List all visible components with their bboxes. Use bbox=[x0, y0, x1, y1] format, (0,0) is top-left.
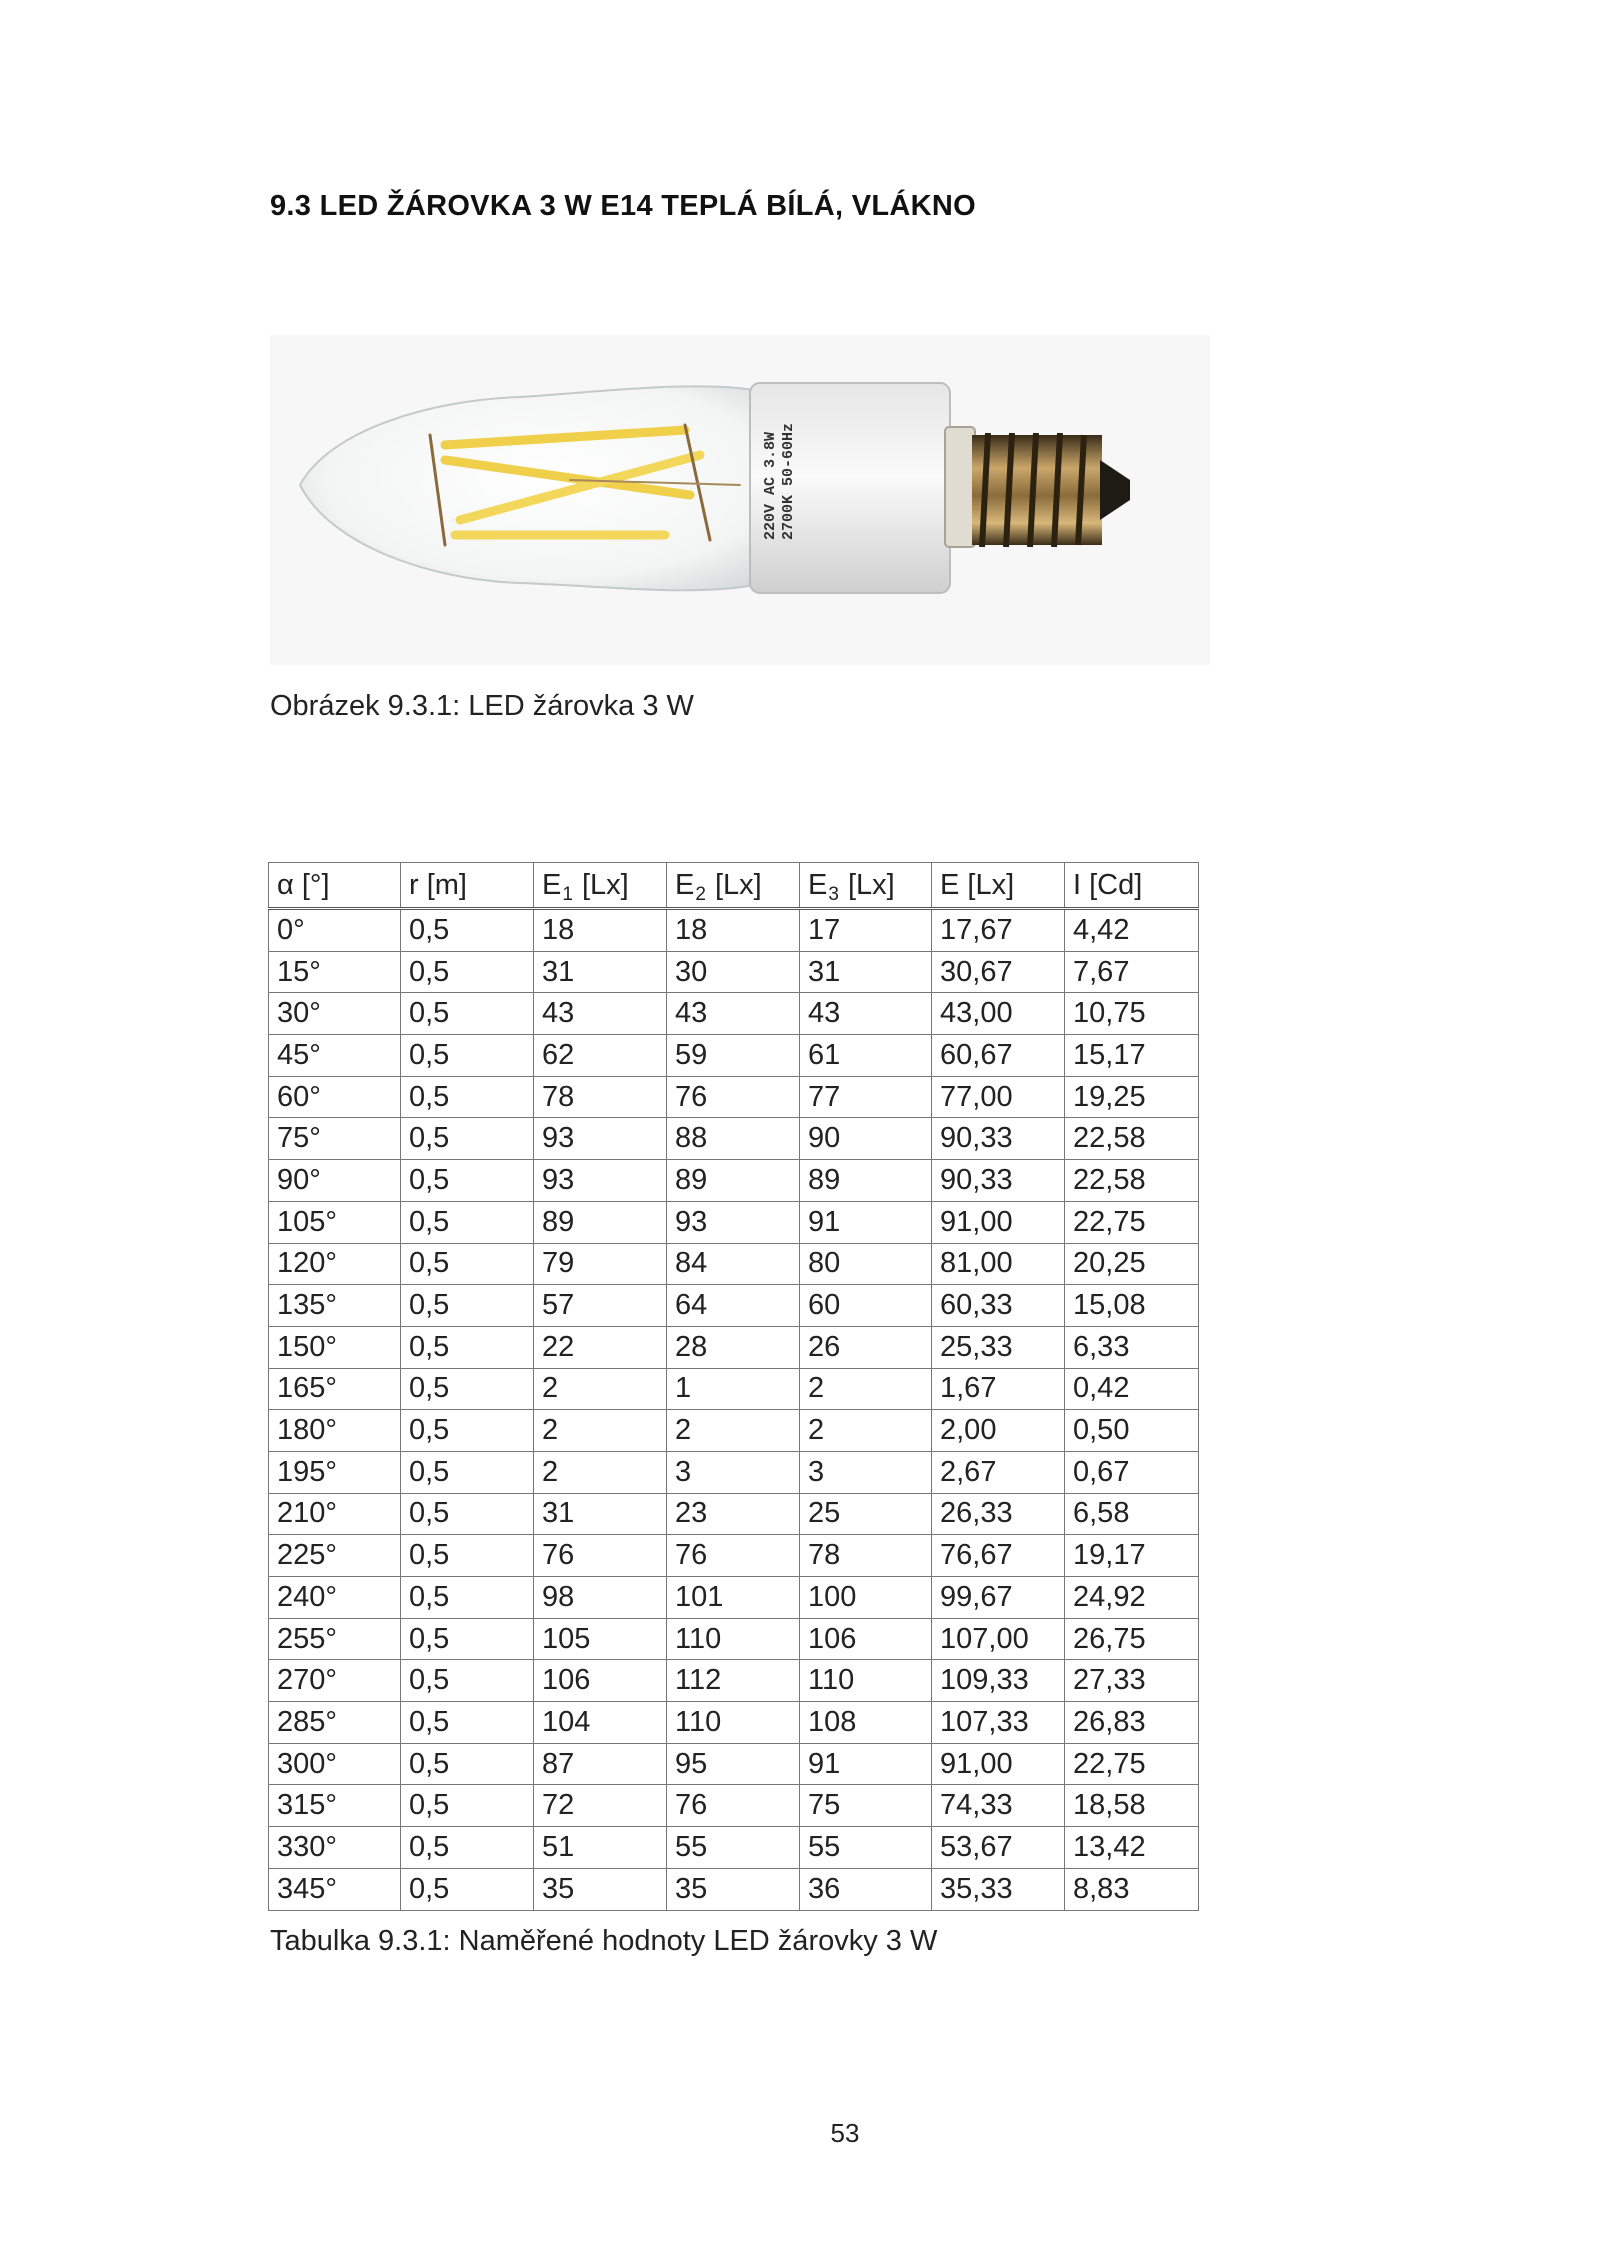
cell-e: 107,00 bbox=[932, 1618, 1065, 1660]
cell-i: 15,08 bbox=[1065, 1285, 1199, 1327]
cell-e3: 89 bbox=[800, 1160, 932, 1202]
cell-i: 26,75 bbox=[1065, 1618, 1199, 1660]
table-caption: Tabulka 9.3.1: Naměřené hodnoty LED žárovky 3 W bbox=[270, 1925, 938, 1957]
header-r: r [m] bbox=[401, 863, 534, 909]
cell-i: 13,42 bbox=[1065, 1827, 1199, 1869]
cell-r: 0,5 bbox=[401, 1368, 534, 1410]
cell-alpha: 75° bbox=[269, 1118, 401, 1160]
cell-e2: 18 bbox=[667, 909, 800, 952]
cell-e1: 93 bbox=[534, 1160, 667, 1202]
cell-r: 0,5 bbox=[401, 1827, 534, 1869]
table-row bbox=[269, 1201, 1199, 1243]
cell-e: 60,33 bbox=[932, 1285, 1065, 1327]
cell-e2: 76 bbox=[667, 1785, 800, 1827]
cell-i: 19,17 bbox=[1065, 1535, 1199, 1577]
cell-alpha: 165° bbox=[269, 1368, 401, 1410]
cell-e1: 87 bbox=[534, 1743, 667, 1785]
cell-e: 81,00 bbox=[932, 1243, 1065, 1285]
cell-e: 74,33 bbox=[932, 1785, 1065, 1827]
cell-e2: 89 bbox=[667, 1160, 800, 1202]
table-row bbox=[269, 1410, 1199, 1452]
table-row bbox=[269, 1660, 1199, 1702]
cell-alpha: 90° bbox=[269, 1160, 401, 1202]
cell-e: 77,00 bbox=[932, 1076, 1065, 1118]
cell-i: 6,33 bbox=[1065, 1326, 1199, 1368]
table-row bbox=[269, 993, 1199, 1035]
cell-alpha: 195° bbox=[269, 1451, 401, 1493]
cell-e: 2,00 bbox=[932, 1410, 1065, 1452]
table-row bbox=[269, 1577, 1199, 1619]
cell-e3: 25 bbox=[800, 1493, 932, 1535]
table-row bbox=[269, 1368, 1199, 1410]
cell-e3: 80 bbox=[800, 1243, 932, 1285]
cell-e1: 57 bbox=[534, 1285, 667, 1327]
cell-e: 53,67 bbox=[932, 1827, 1065, 1869]
cell-r: 0,5 bbox=[401, 1035, 534, 1077]
cell-e2: 88 bbox=[667, 1118, 800, 1160]
cell-e1: 51 bbox=[534, 1827, 667, 1869]
cell-r: 0,5 bbox=[401, 1410, 534, 1452]
cell-e3: 108 bbox=[800, 1702, 932, 1744]
table-row bbox=[269, 1827, 1199, 1869]
cell-e3: 91 bbox=[800, 1743, 932, 1785]
cell-i: 10,75 bbox=[1065, 993, 1199, 1035]
cell-e2: 101 bbox=[667, 1577, 800, 1619]
cell-alpha: 0° bbox=[269, 909, 401, 952]
cell-r: 0,5 bbox=[401, 1785, 534, 1827]
cell-r: 0,5 bbox=[401, 993, 534, 1035]
cell-e2: 55 bbox=[667, 1827, 800, 1869]
cell-e: 91,00 bbox=[932, 1743, 1065, 1785]
cell-e1: 98 bbox=[534, 1577, 667, 1619]
bulb-label-2: 2700K 50-60Hz bbox=[780, 422, 797, 540]
header-e1-letter: E bbox=[542, 868, 562, 901]
cell-i: 0,67 bbox=[1065, 1451, 1199, 1493]
cell-r: 0,5 bbox=[401, 1285, 534, 1327]
cell-e2: 3 bbox=[667, 1451, 800, 1493]
page-number: 53 bbox=[830, 2118, 860, 2148]
cell-i: 22,75 bbox=[1065, 1743, 1199, 1785]
table-row bbox=[269, 1868, 1199, 1910]
header-e3-sub: 3 bbox=[828, 883, 839, 905]
cell-i: 22,58 bbox=[1065, 1160, 1199, 1202]
table-row bbox=[269, 1618, 1199, 1660]
table-row bbox=[269, 1118, 1199, 1160]
cell-e: 35,33 bbox=[932, 1868, 1065, 1910]
table-row bbox=[269, 1702, 1199, 1744]
cell-e2: 35 bbox=[667, 1868, 800, 1910]
cell-e2: 2 bbox=[667, 1410, 800, 1452]
measurement-table bbox=[268, 862, 1199, 1911]
cell-alpha: 285° bbox=[269, 1702, 401, 1744]
cell-r: 0,5 bbox=[401, 1160, 534, 1202]
cell-e: 90,33 bbox=[932, 1160, 1065, 1202]
cell-r: 0,5 bbox=[401, 909, 534, 952]
cell-e: 1,67 bbox=[932, 1368, 1065, 1410]
cell-e: 109,33 bbox=[932, 1660, 1065, 1702]
cell-e3: 75 bbox=[800, 1785, 932, 1827]
cell-alpha: 135° bbox=[269, 1285, 401, 1327]
cell-e3: 43 bbox=[800, 993, 932, 1035]
cell-e1: 76 bbox=[534, 1535, 667, 1577]
cell-alpha: 210° bbox=[269, 1493, 401, 1535]
cell-e3: 55 bbox=[800, 1827, 932, 1869]
cell-e3: 36 bbox=[800, 1868, 932, 1910]
cell-e1: 2 bbox=[534, 1451, 667, 1493]
header-e1-unit: [Lx] bbox=[581, 868, 629, 901]
cell-e1: 35 bbox=[534, 1868, 667, 1910]
cell-e1: 93 bbox=[534, 1118, 667, 1160]
cell-e2: 110 bbox=[667, 1618, 800, 1660]
cell-alpha: 225° bbox=[269, 1535, 401, 1577]
cell-e3: 61 bbox=[800, 1035, 932, 1077]
cell-r: 0,5 bbox=[401, 1868, 534, 1910]
table-row bbox=[269, 1743, 1199, 1785]
cell-e2: 1 bbox=[667, 1368, 800, 1410]
cell-e1: 62 bbox=[534, 1035, 667, 1077]
cell-r: 0,5 bbox=[401, 1702, 534, 1744]
header-e: E [Lx] bbox=[932, 863, 1065, 909]
header-e2 bbox=[667, 863, 800, 909]
cell-e3: 90 bbox=[800, 1118, 932, 1160]
header-alpha: α [°] bbox=[269, 863, 401, 909]
cell-r: 0,5 bbox=[401, 1535, 534, 1577]
cell-e3: 60 bbox=[800, 1285, 932, 1327]
cell-e1: 105 bbox=[534, 1618, 667, 1660]
cell-alpha: 150° bbox=[269, 1326, 401, 1368]
cell-e3: 17 bbox=[800, 909, 932, 952]
figure-caption: Obrázek 9.3.1: LED žárovka 3 W bbox=[270, 690, 694, 722]
cell-alpha: 255° bbox=[269, 1618, 401, 1660]
cell-i: 6,58 bbox=[1065, 1493, 1199, 1535]
cell-i: 19,25 bbox=[1065, 1076, 1199, 1118]
table-row bbox=[269, 1785, 1199, 1827]
cell-e3: 2 bbox=[800, 1368, 932, 1410]
cell-i: 0,42 bbox=[1065, 1368, 1199, 1410]
cell-e: 2,67 bbox=[932, 1451, 1065, 1493]
cell-i: 27,33 bbox=[1065, 1660, 1199, 1702]
table-row bbox=[269, 1243, 1199, 1285]
header-e2-letter: E bbox=[675, 868, 695, 901]
cell-i: 22,58 bbox=[1065, 1118, 1199, 1160]
cell-alpha: 120° bbox=[269, 1243, 401, 1285]
cell-e2: 59 bbox=[667, 1035, 800, 1077]
cell-e: 76,67 bbox=[932, 1535, 1065, 1577]
cell-alpha: 30° bbox=[269, 993, 401, 1035]
cell-e: 107,33 bbox=[932, 1702, 1065, 1744]
cell-alpha: 315° bbox=[269, 1785, 401, 1827]
cell-e: 25,33 bbox=[932, 1326, 1065, 1368]
cell-r: 0,5 bbox=[401, 1660, 534, 1702]
cell-e2: 95 bbox=[667, 1743, 800, 1785]
cell-r: 0,5 bbox=[401, 1451, 534, 1493]
bulb-collar bbox=[945, 427, 975, 547]
cell-e1: 2 bbox=[534, 1410, 667, 1452]
cell-e2: 76 bbox=[667, 1076, 800, 1118]
section-heading: 9.3 LED ŽÁROVKA 3 W E14 TEPLÁ BÍLÁ, VLÁKNO bbox=[270, 190, 976, 222]
cell-i: 0,50 bbox=[1065, 1410, 1199, 1452]
cell-alpha: 60° bbox=[269, 1076, 401, 1118]
table-header-row bbox=[269, 863, 1199, 909]
cell-e2: 112 bbox=[667, 1660, 800, 1702]
cell-e1: 72 bbox=[534, 1785, 667, 1827]
header-e2-unit: [Lx] bbox=[714, 868, 762, 901]
cell-i: 20,25 bbox=[1065, 1243, 1199, 1285]
header-e3-letter: E bbox=[808, 868, 828, 901]
cell-r: 0,5 bbox=[401, 951, 534, 993]
cell-e1: 22 bbox=[534, 1326, 667, 1368]
header-e1 bbox=[534, 863, 667, 909]
cell-r: 0,5 bbox=[401, 1243, 534, 1285]
table-body bbox=[269, 909, 1199, 1911]
cell-e1: 2 bbox=[534, 1368, 667, 1410]
cell-e: 99,67 bbox=[932, 1577, 1065, 1619]
header-i: I [Cd] bbox=[1065, 863, 1199, 909]
cell-e: 30,67 bbox=[932, 951, 1065, 993]
cell-e2: 30 bbox=[667, 951, 800, 993]
cell-e1: 106 bbox=[534, 1660, 667, 1702]
cell-e1: 89 bbox=[534, 1201, 667, 1243]
cell-e1: 31 bbox=[534, 1493, 667, 1535]
cell-i: 22,75 bbox=[1065, 1201, 1199, 1243]
cell-i: 26,83 bbox=[1065, 1702, 1199, 1744]
cell-e1: 104 bbox=[534, 1702, 667, 1744]
cell-i: 8,83 bbox=[1065, 1868, 1199, 1910]
cell-i: 15,17 bbox=[1065, 1035, 1199, 1077]
table-row bbox=[269, 1160, 1199, 1202]
table-row bbox=[269, 1535, 1199, 1577]
cell-alpha: 180° bbox=[269, 1410, 401, 1452]
cell-e3: 77 bbox=[800, 1076, 932, 1118]
cell-r: 0,5 bbox=[401, 1577, 534, 1619]
cell-e: 43,00 bbox=[932, 993, 1065, 1035]
table-row bbox=[269, 1076, 1199, 1118]
table-row bbox=[269, 1326, 1199, 1368]
cell-i: 7,67 bbox=[1065, 951, 1199, 993]
cell-e2: 28 bbox=[667, 1326, 800, 1368]
cell-e2: 23 bbox=[667, 1493, 800, 1535]
table-row bbox=[269, 1493, 1199, 1535]
cell-r: 0,5 bbox=[401, 1326, 534, 1368]
cell-e2: 43 bbox=[667, 993, 800, 1035]
bulb-label-1: 220V AC 3.8W bbox=[762, 431, 779, 540]
cell-e3: 78 bbox=[800, 1535, 932, 1577]
cell-alpha: 15° bbox=[269, 951, 401, 993]
cell-e3: 110 bbox=[800, 1660, 932, 1702]
cell-e3: 26 bbox=[800, 1326, 932, 1368]
cell-e1: 18 bbox=[534, 909, 667, 952]
cell-e: 17,67 bbox=[932, 909, 1065, 952]
table-row bbox=[269, 1035, 1199, 1077]
cell-e1: 79 bbox=[534, 1243, 667, 1285]
cell-e2: 84 bbox=[667, 1243, 800, 1285]
cell-r: 0,5 bbox=[401, 1118, 534, 1160]
cell-e: 91,00 bbox=[932, 1201, 1065, 1243]
cell-alpha: 45° bbox=[269, 1035, 401, 1077]
cell-e2: 76 bbox=[667, 1535, 800, 1577]
led-bulb-photo bbox=[270, 335, 1210, 665]
cell-e: 26,33 bbox=[932, 1493, 1065, 1535]
table-row bbox=[269, 909, 1199, 952]
cell-e: 90,33 bbox=[932, 1118, 1065, 1160]
cell-i: 24,92 bbox=[1065, 1577, 1199, 1619]
cell-r: 0,5 bbox=[401, 1618, 534, 1660]
cell-e3: 91 bbox=[800, 1201, 932, 1243]
cell-e1: 43 bbox=[534, 993, 667, 1035]
cell-alpha: 240° bbox=[269, 1577, 401, 1619]
header-e3 bbox=[800, 863, 932, 909]
header-e2-sub: 2 bbox=[695, 883, 706, 905]
cell-e3: 100 bbox=[800, 1577, 932, 1619]
cell-e3: 106 bbox=[800, 1618, 932, 1660]
cell-e1: 31 bbox=[534, 951, 667, 993]
header-e1-sub: 1 bbox=[562, 883, 573, 905]
cell-r: 0,5 bbox=[401, 1743, 534, 1785]
table-row bbox=[269, 1451, 1199, 1493]
cell-e2: 93 bbox=[667, 1201, 800, 1243]
cell-e1: 78 bbox=[534, 1076, 667, 1118]
cell-alpha: 330° bbox=[269, 1827, 401, 1869]
table-row bbox=[269, 1285, 1199, 1327]
cell-e3: 3 bbox=[800, 1451, 932, 1493]
cell-e2: 110 bbox=[667, 1702, 800, 1744]
header-e3-unit: [Lx] bbox=[847, 868, 895, 901]
cell-i: 4,42 bbox=[1065, 909, 1199, 952]
cell-e2: 64 bbox=[667, 1285, 800, 1327]
cell-e3: 2 bbox=[800, 1410, 932, 1452]
cell-e3: 31 bbox=[800, 951, 932, 993]
cell-r: 0,5 bbox=[401, 1493, 534, 1535]
cell-e: 60,67 bbox=[932, 1035, 1065, 1077]
table-row bbox=[269, 951, 1199, 993]
cell-i: 18,58 bbox=[1065, 1785, 1199, 1827]
cell-alpha: 105° bbox=[269, 1201, 401, 1243]
cell-r: 0,5 bbox=[401, 1201, 534, 1243]
cell-alpha: 270° bbox=[269, 1660, 401, 1702]
cell-alpha: 300° bbox=[269, 1743, 401, 1785]
cell-r: 0,5 bbox=[401, 1076, 534, 1118]
cell-alpha: 345° bbox=[269, 1868, 401, 1910]
